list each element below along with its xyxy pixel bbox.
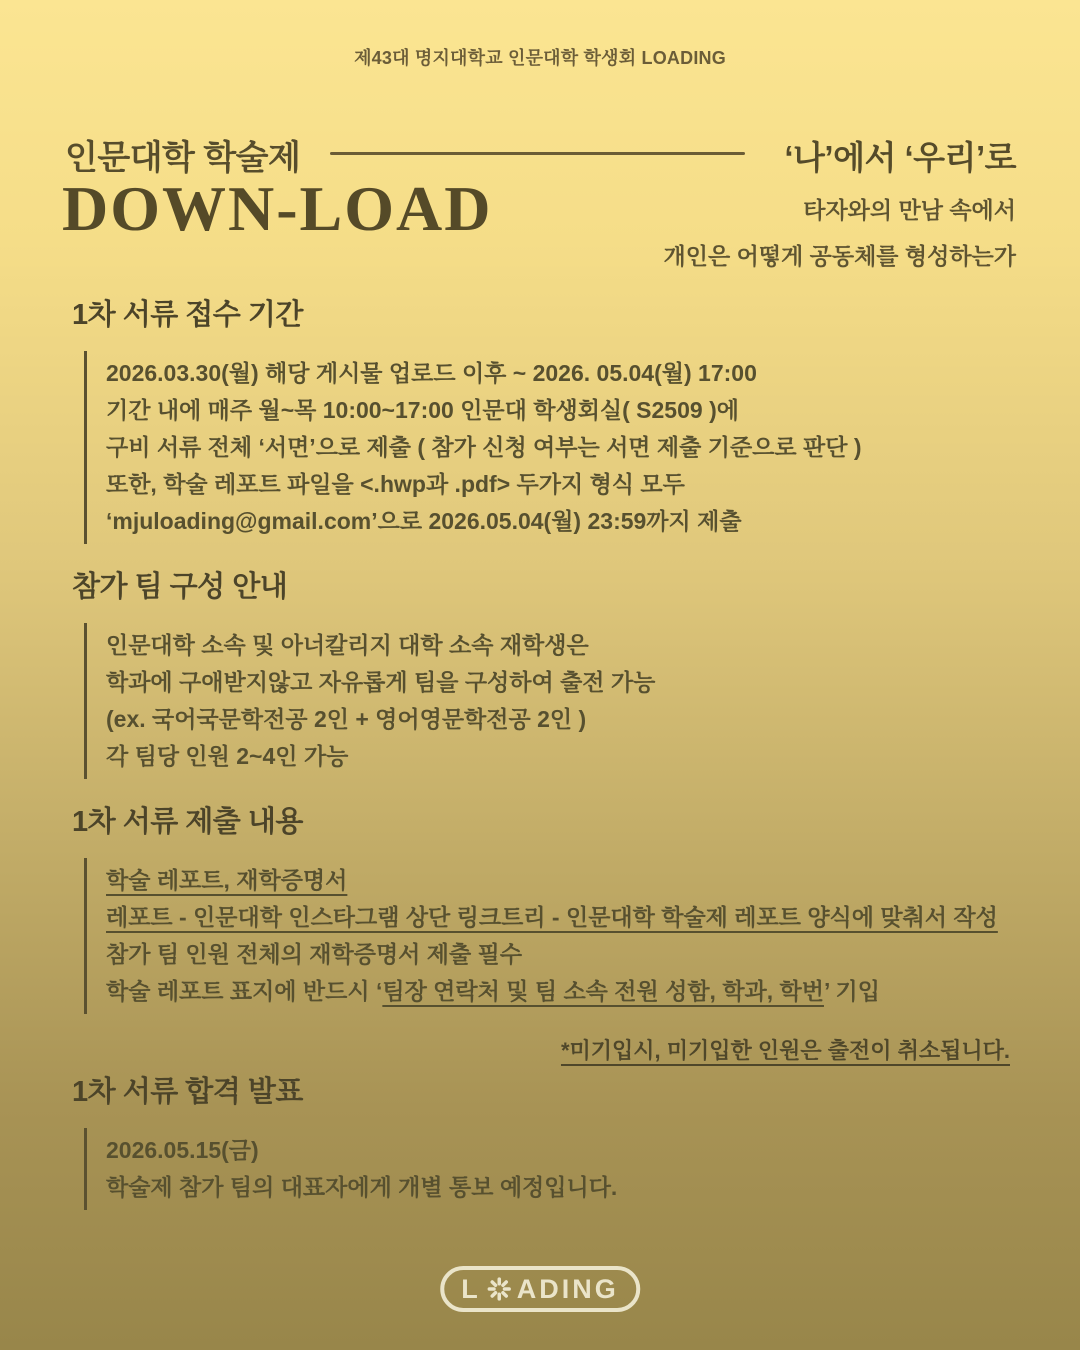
section-body <box>84 1128 1024 1210</box>
body-line: 또한, 학술 레포트 파일을 <.hwp과 .pdf> 두가지 형식 모두 <box>106 471 685 497</box>
top-caption: 제43대 명지대학교 인문대학 학생회 LOADING <box>354 48 726 68</box>
mixed-underlined: 팀장 연락처 및 팀 소속 전원 성함, 학과, 학번 <box>382 978 824 1004</box>
section-submission-period <box>72 298 1024 544</box>
loading-spinner-icon <box>484 1275 514 1303</box>
body-line: (ex. 국어국문학전공 2인 + 영어영문학전공 2인 ) <box>106 706 587 732</box>
event-title: DOWN-LOAD <box>62 173 493 244</box>
event-tagline: ‘나’에서 ‘우리’로 <box>784 139 1016 176</box>
tagline-sub1: 타자와의 만남 속에서 <box>803 197 1016 223</box>
disqualification-note: *미기입시, 미기입한 인원은 출전이 취소됩니다. <box>560 1038 1010 1063</box>
body-line: 인문대학 소속 및 아너칼리지 대학 소속 재학생은 <box>106 632 589 658</box>
body-line: ‘mjuloading@gmail.com’으로 2026.05.04(월) 23:59까지 제출 <box>106 508 742 534</box>
body-line-mixed <box>106 973 1024 1010</box>
event-subtitle: 인문대학 학술제 <box>65 139 301 177</box>
logo-text-left: L <box>461 1274 481 1304</box>
logo-text-right: ADING <box>516 1274 619 1304</box>
section-required-documents <box>72 805 1024 1014</box>
body-line: 각 팀당 인원 2~4인 가능 <box>106 743 349 769</box>
body-line: 학술제 참가 팀의 대표자에게 개별 통보 예정입니다. <box>106 1174 618 1200</box>
section-heading: 1차 서류 접수 기간 <box>72 299 303 331</box>
mixed-suffix: ’ 기입 <box>823 978 880 1004</box>
body-line: 학과에 구애받지않고 자유롭게 팀을 구성하여 출전 가능 <box>106 669 656 695</box>
section-heading: 1차 서류 합격 발표 <box>72 1076 303 1108</box>
section-body <box>84 351 1024 544</box>
mixed-prefix: 학술 레포트 표지에 반드시 ‘ <box>106 978 383 1004</box>
sections-container <box>0 298 1080 1236</box>
tagline-sub2: 개인은 어떻게 공동체를 형성하는가 <box>663 243 1016 269</box>
body-line: 2026.05.15(금) <box>106 1137 259 1163</box>
body-line-underlined: 레포트 - 인문대학 인스타그램 상단 링크트리 - 인문대학 학술제 레포트 양식에 맞춰서 작성 <box>106 904 998 930</box>
section-team-composition <box>72 570 1024 779</box>
body-line: 참가 팀 인원 전체의 재학증명서 제출 필수 <box>106 941 523 967</box>
section-body <box>84 858 1024 1014</box>
body-line: 구비 서류 전체 ‘서면’으로 제출 ( 참가 신청 여부는 서면 제출 기준으로 판단 ) <box>106 434 862 460</box>
section-heading: 참가 팀 구성 안내 <box>72 571 288 603</box>
section-body <box>84 623 1024 779</box>
body-line: 2026.03.30(월) 해당 게시물 업로드 이후 ~ 2026. 05.04(월) 17:00 <box>106 360 757 386</box>
body-line: 기간 내에 매주 월~목 10:00~17:00 인문대 학생회실( S2509 )에 <box>106 397 739 423</box>
loading-logo <box>440 1266 640 1312</box>
body-line-underlined: 학술 레포트, 재학증명서 <box>106 867 348 893</box>
section-heading: 1차 서류 제출 내용 <box>72 806 303 838</box>
tagline-block <box>664 132 1016 271</box>
section-result-announcement <box>72 1075 1024 1210</box>
